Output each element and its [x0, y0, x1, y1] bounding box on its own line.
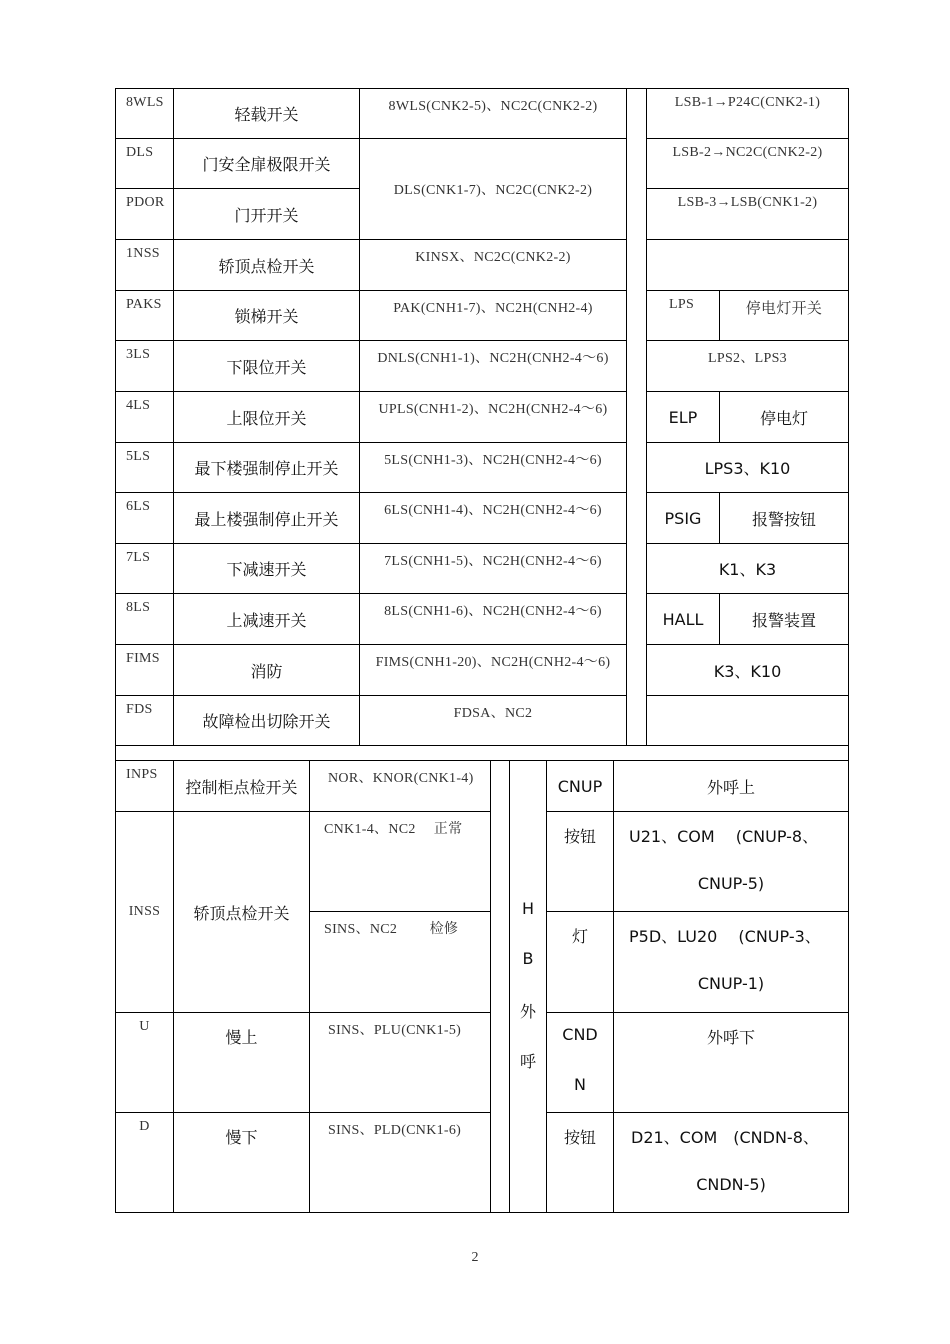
cell-cndn-button-label: 按钮	[546, 1112, 614, 1213]
cndn-code-line2: N	[574, 1075, 586, 1094]
cell-name-dls: 门安全扉极限开关	[173, 138, 360, 189]
cell-conn-7ls: 7LS(CNH1-5)、NC2H(CNH2-4～6)	[359, 543, 627, 594]
cell-elp-conn: LPS3、K10	[646, 442, 849, 493]
cell-lsb1: LSB-1→P24C(CNK2-1)	[646, 88, 849, 139]
cndn-code-line1: CND	[562, 1025, 598, 1044]
cell-name-lps: 停电灯开关	[719, 290, 849, 341]
cell-hall-conn: K3、K10	[646, 644, 849, 696]
cell-empty-right	[646, 239, 849, 291]
cell-cndn-button-detail	[613, 1112, 849, 1213]
cell-conn-4ls: UPLS(CNH1-2)、NC2H(CNH2-4～6)	[359, 391, 627, 443]
page-number: 2	[471, 1250, 479, 1265]
cell-conn-u: SINS、PLU(CNK1-5)	[309, 1012, 491, 1113]
cell-name-hall: 报警装置	[719, 593, 849, 645]
cell-code-d: D	[115, 1112, 174, 1213]
cell-psig-conn: K1、K3	[646, 543, 849, 594]
cell-cnup-lamp-detail	[613, 911, 849, 1013]
cell-name-1nss: 轿顶点检开关	[173, 239, 360, 291]
cell-name-paks: 锁梯开关	[173, 290, 360, 341]
cell-cnup-button-label: 按钮	[546, 811, 614, 912]
cell-name-inss: 轿顶点检开关	[173, 811, 310, 1013]
cell-name-u: 慢上	[173, 1012, 310, 1113]
cell-code-5ls: 5LS	[115, 442, 174, 493]
cell-inss-normal: CNK1-4、NC2 正常	[309, 811, 491, 912]
cell-conn-5ls: 5LS(CNH1-3)、NC2H(CNH2-4～6)	[359, 442, 627, 493]
cnup-button-line2: CNUP-5)	[697, 874, 765, 893]
cell-code-lps: LPS	[646, 290, 720, 341]
cell-cnup-button-detail	[613, 811, 849, 912]
cell-code-4ls: 4LS	[115, 391, 174, 443]
hb-char: 呼	[519, 1052, 536, 1071]
cell-code-inps: INPS	[115, 760, 174, 812]
cell-code-8ls: 8LS	[115, 593, 174, 645]
cnup-lamp-line1: P5D、LU20 (CNUP-3、	[629, 927, 821, 946]
cell-code-1nss: 1NSS	[115, 239, 174, 291]
cell-code-hall: HALL	[646, 593, 720, 645]
cell-name-pdor: 门开开关	[173, 188, 360, 240]
cnup-button-line1: U21、COM (CNUP-8、	[629, 827, 819, 846]
cell-code-fds: FDS	[115, 695, 174, 746]
cell-conn-dls-pdor: DLS(CNK1-7)、NC2C(CNK2-2)	[359, 138, 627, 240]
cell-lps-conn: LPS2、LPS3	[646, 340, 849, 392]
separator-row	[115, 745, 849, 761]
cell-name-inps: 控制柜点检开关	[173, 760, 310, 812]
cell-cnup-title: 外呼上	[613, 760, 849, 812]
cell-name-7ls: 下减速开关	[173, 543, 360, 594]
cell-conn-paks: PAK(CNH1-7)、NC2H(CNH2-4)	[359, 290, 627, 341]
hb-label-cell	[509, 760, 547, 1213]
cell-code-cndn	[546, 1012, 614, 1113]
cell-code-u: U	[115, 1012, 174, 1113]
cndn-button-line2: CNDN-5)	[696, 1175, 766, 1194]
cell-code-dls: DLS	[115, 138, 174, 189]
cell-conn-d: SINS、PLD(CNK1-6)	[309, 1112, 491, 1213]
cell-inss-repair: SINS、NC2 检修	[309, 911, 491, 1013]
cell-conn-8ls: 8LS(CNH1-6)、NC2H(CNH2-4～6)	[359, 593, 627, 645]
cell-name-elp: 停电灯	[719, 391, 849, 443]
cell-conn-8wls: 8WLS(CNK2-5)、NC2C(CNK2-2)	[359, 88, 627, 139]
cell-name-fds: 故障检出切除开关	[173, 695, 360, 746]
hb-char: B	[522, 949, 534, 968]
cell-name-6ls: 最上楼强制停止开关	[173, 492, 360, 544]
cell-conn-3ls: DNLS(CNH1-1)、NC2H(CNH2-4～6)	[359, 340, 627, 392]
cell-code-3ls: 3LS	[115, 340, 174, 392]
cell-lsb3: LSB-3→LSB(CNK1-2)	[646, 188, 849, 240]
cell-code-pdor: PDOR	[115, 188, 174, 240]
cell-name-fims: 消防	[173, 644, 360, 696]
cell-code-8wls: 8WLS	[115, 88, 174, 139]
cell-code-psig: PSIG	[646, 492, 720, 544]
cell-conn-fds: FDSA、NC2	[359, 695, 627, 746]
spacer-column	[490, 760, 510, 1213]
cnup-lamp-line2: CNUP-1)	[697, 974, 765, 993]
cndn-button-line1: D21、COM (CNDN-8、	[631, 1128, 819, 1147]
cell-conn-fims: FIMS(CNH1-20)、NC2H(CNH2-4～6)	[359, 644, 627, 696]
cell-conn-inps: NOR、KNOR(CNK1-4)	[309, 760, 491, 812]
cell-empty-right	[646, 695, 849, 746]
cell-code-inss: INSS	[115, 811, 174, 1013]
cell-name-4ls: 上限位开关	[173, 391, 360, 443]
cell-code-7ls: 7LS	[115, 543, 174, 594]
cell-name-8wls: 轻载开关	[173, 88, 360, 139]
cell-name-psig: 报警按钮	[719, 492, 849, 544]
cell-code-fims: FIMS	[115, 644, 174, 696]
cell-cnup-lamp-label: 灯	[546, 911, 614, 1013]
cell-code-6ls: 6LS	[115, 492, 174, 544]
hb-char: 外	[519, 1002, 536, 1021]
cell-code-elp: ELP	[646, 391, 720, 443]
cell-conn-6ls: 6LS(CNH1-4)、NC2H(CNH2-4～6)	[359, 492, 627, 544]
cell-code-paks: PAKS	[115, 290, 174, 341]
cell-name-d: 慢下	[173, 1112, 310, 1213]
cell-name-5ls: 最下楼强制停止开关	[173, 442, 360, 493]
hb-char: H	[521, 899, 535, 918]
cell-code-cnup: CNUP	[546, 760, 614, 812]
cell-conn-1nss: KINSX、NC2C(CNK2-2)	[359, 239, 627, 291]
spacer-column	[626, 88, 647, 746]
cell-cndn-title: 外呼下	[613, 1012, 849, 1113]
cell-name-3ls: 下限位开关	[173, 340, 360, 392]
cell-name-8ls: 上减速开关	[173, 593, 360, 645]
cell-lsb2: LSB-2→NC2C(CNK2-2)	[646, 138, 849, 189]
